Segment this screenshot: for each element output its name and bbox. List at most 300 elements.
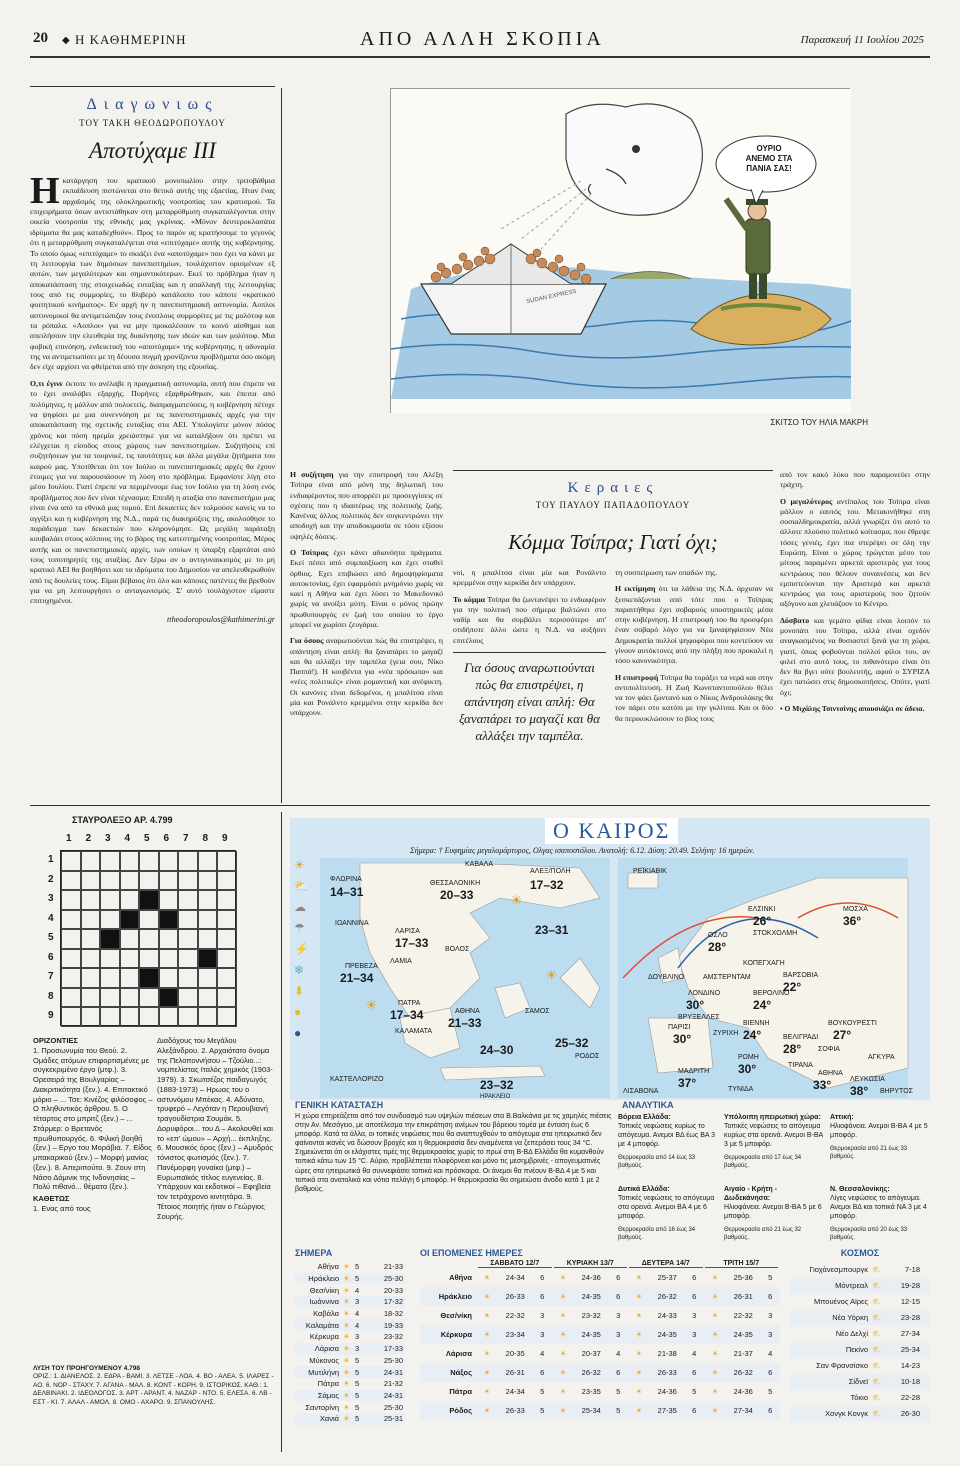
crossword-col-number: 6 [163, 833, 170, 844]
crossword-cell[interactable] [139, 949, 159, 969]
city-temp: 38° [850, 1084, 869, 1098]
temperature-range: 24-36 [581, 1273, 601, 1282]
city-label: ΤΙΡΑΝΑ [788, 1062, 813, 1069]
city-label: ΑΛΕΞ/ΠΟΛΗ [530, 868, 571, 875]
cartoon-drawing [391, 89, 851, 414]
forecast-cell [628, 1349, 704, 1358]
wind-force: 5 [355, 1379, 360, 1389]
wind-force: 3 [540, 1330, 545, 1339]
city-temp: 28° [783, 1042, 802, 1056]
wind-force: 5 [616, 1387, 621, 1396]
temperature-range: 25-37 [657, 1273, 677, 1282]
city-label: ΒΗΡΥΤΟΣ [880, 1088, 913, 1095]
crossword-cell[interactable] [61, 910, 81, 930]
wind-force: 5 [355, 1390, 360, 1400]
city-name: Αθήνα [317, 1262, 339, 1272]
city-name: Ιωάννινα [309, 1297, 339, 1307]
crossword-cell[interactable] [198, 851, 218, 871]
header-rule [30, 56, 930, 58]
temperature-range: 23-32 [383, 1332, 403, 1342]
city-temp: 24° [753, 998, 772, 1012]
city-name: Κέρκυρα [440, 1330, 472, 1339]
paragraph: και γεμάτο φίδια είναι λοιπόν το μονοπάτι του Τσίπρα, αλλά είναι οχεδόν αναγκασμένος να θυσιαστεί ξανά για τη χώρα, γιατί, όπως φοβούνται πολλοί φίλοι του, αν φιλεί στο αυτό τους, το πιθανότερο είναι ότι δεν θα βγει ούτε βουλευτής, αφού ο ΣΥΡΙΖΑ έχει πατώσει στις δημοσκοπήσεις. Οπότε, γιατί όχι; [780, 615, 930, 697]
weather-box [290, 818, 930, 1100]
crossword-cell[interactable] [120, 890, 140, 910]
temperature-range: 24-36 [657, 1387, 677, 1396]
wind-force: 4 [355, 1309, 360, 1319]
region-name: Ν. Θεσσαλονίκης: [830, 1186, 890, 1193]
crossword-cell[interactable] [217, 949, 237, 969]
down-clues-cont: Διαδόχους του Μεγάλου Αλεξάνδρου. 2. Αρχαιότατο όνομα της Πελοποννήσου – Τζούλιο...: νομπελίστας Ιταλός χημικός (1903-1979). 3. Σκωτσέζος παιδαγωγός (1883-1973) – Ηρωας του ο αστυνόμου Μπέκας. 4. Αδύνατο, τρυφερό – Λεγόταν η Περουβιανή τραγουδίστρια Σουμάκ. 5. Δορυφόροι... του Δ – Ακολουθεί και το «επ' ώμου» – Αρχή... έκπληξης. 6. Μουσικός όρος (ξεν.) – Αμυδρός τόνιστος φωτισμός (ξεν.). 7. Πανέμορφη γυναίκα (μτφ.) – Ευρωπαϊκός τίτλος ευγενείας. 8. Υπάρχουν και εκδοτικοί – Εφηβεία τον τετράχρονο κιντητάρα. 9. Τέτοιος ποιητής ήταν ο Γεώργιος Σουρής. [157, 1036, 274, 1221]
paragraph-lead: Ο μεγαλύτερος [780, 496, 833, 506]
partly-cloudy-icon: ⛅ [872, 1408, 882, 1418]
crossword-cell[interactable] [198, 929, 218, 949]
article-column-3 [453, 568, 606, 652]
temperature-range: 12-15 [900, 1296, 920, 1306]
crossword-cell[interactable] [178, 968, 198, 988]
crossword-cell[interactable] [198, 1007, 218, 1027]
crossword-cell[interactable] [217, 851, 237, 871]
crossword-cell[interactable] [100, 890, 120, 910]
city-label: ΛΑΡΙΣΑ [395, 928, 420, 935]
world-heading: ΚΟΣΜΟΣ [840, 1248, 880, 1258]
wind-force: 6 [616, 1273, 621, 1282]
forecast-cell [704, 1311, 780, 1320]
region-text: Τοπικές νεφώσεις το απόγευμα κυρίως στα ορεινά. Ανεμοι Β-ΒΑ 3 με 5 μποφόρ. [724, 1123, 823, 1149]
column-kicker: Διαγωνιως [86, 96, 219, 113]
sun-icon: ☀ [635, 1292, 643, 1301]
city-label: ΑΓΚΥΡΑ [868, 1054, 895, 1061]
forecast-cell [704, 1292, 780, 1301]
crossword-cell[interactable] [139, 851, 159, 871]
crossword-cell[interactable] [178, 910, 198, 930]
city-label: ΚΑΣΤΕΛΛΟΡΙΖΟ [330, 1076, 384, 1083]
city-name: Μύκονος [309, 1355, 339, 1365]
paragraph-lead: Το κόμμα [453, 594, 486, 604]
sun-icon: ☀ [711, 1330, 719, 1339]
city-temp: 22° [783, 980, 802, 994]
crossword-cell[interactable] [217, 871, 237, 891]
city-temp: 17–32 [530, 878, 564, 892]
paragraph-lead: Για όσους [290, 636, 324, 646]
sun-icon: ☀ [559, 1368, 567, 1377]
region-name: Βόρεια Ελλάδα: [618, 1114, 671, 1121]
sun-icon: ☀ [559, 1349, 567, 1358]
crossword-cell[interactable] [120, 968, 140, 988]
temperature-range: 24-33 [657, 1311, 677, 1320]
sun-icon: ☀ [711, 1349, 719, 1358]
sun-icon: ☀ [343, 1274, 350, 1284]
today-rows [295, 1261, 405, 1425]
wind-force: 3 [355, 1332, 360, 1342]
crossword-cell[interactable] [61, 949, 81, 969]
city-label: ΒΙΕΝΝΗ [743, 1020, 770, 1027]
crossword-cell[interactable] [120, 988, 140, 1008]
paragraph: κατάργηση του κρατικού μονοπωλίου στην τριτοβάθμια εκπαίδευση πιστώνεται στο θετικό αυτής της εξαετίας. Ηταν ένας αρχαϊσμός της ολοκληρωτικής νοοτροπίας του κρατισμού. Τα επιχειρήματα όσων αντιστάθηκαν στη μεταρρύθμιση συγκαταλέγονται στην οικεία νοοτροπία της εθνικής μας γκρίνιας. «Μόνον δευτεροκλασάτα ιδρύματα θα μας καταδεχθούν». Προς το παρόν ας κρατήσουμε το γεγονός ότι η μεταρρύθμιση συγκαταλέγεται στα «επιτύχαμε» αυτής της κυβέρνησης. Το οποίο όμως «επιτύχαμε» το σκιάζει ένα «αποτύχαμε» που έχει να κάνει με τη λειτουργία των δημόσιων πανεπιστημίων, τουλάχιστον ορισμένων εξ αυτών, των μεγαλύτερων και σημαντικότερων. Εκεί το πρόβλημα ήταν η αποκατάσταση της στοιχειωδώς ευταξίας και η απαλλαγή της λειτουργίας τους από τις συμμορίες, το θλιβερό κατάλοιπο του κάποτε «κρατικού φοιτητικού κινήματος». Εν αρχή ην η πανεπιστημιακή αστυνομία. Αοπλοι αστυνομικοί θα αντιμετώπιζαν τους ένοπλους συμμορίτες με τις μολότοφ και τα ρόπαλα. «Αοπλοι» για να μην προκαλέσουν το κοινό αίσθημα και απειλήσουν την ελευθερία της διακίνησης των ιδεών και των μολότοφ. Μια φοβική επινόηση, ενδεικτική του «αποτύχαμε» της κυβέρνησης, η αδυναμία της να αντιμετωπίσει με τη δέουσα πυγμή χρονίζοντα προβλήματα όσο ακόμη δεν είχε αρχίσει να φθείρεται από την άσκηση της εξουσίας. [30, 176, 275, 372]
crossword-cell[interactable] [81, 890, 101, 910]
crossword-cell[interactable] [178, 988, 198, 1008]
next-days-table [420, 1248, 780, 1420]
down-clues: 1. Ενας από τους [33, 1203, 91, 1213]
temperature-range: 26-31 [505, 1368, 525, 1377]
region-card [830, 1185, 930, 1255]
temperature-range: 24-35 [733, 1330, 753, 1339]
crossword-cell[interactable] [198, 968, 218, 988]
today-row [295, 1284, 405, 1296]
temperature-range: 25-36 [733, 1273, 753, 1282]
crossword-cell[interactable] [217, 890, 237, 910]
crossword-cell[interactable] [61, 968, 81, 988]
city-temp: 23–31 [535, 923, 569, 937]
wind-force: 4 [355, 1320, 360, 1330]
city-temp: 25–32 [555, 1036, 589, 1050]
column-author: ΤΟΥ ΤΑΚΗ ΘΕΟΔΩΡΟΠΟΥΛΟΥ [79, 118, 226, 128]
city-name: Ηράκλειο [308, 1274, 339, 1284]
crossword-cell[interactable] [178, 949, 198, 969]
forecast-cell [628, 1311, 704, 1320]
wind-force: 6 [692, 1368, 697, 1377]
partly-cloudy-icon: ⛅ [872, 1360, 882, 1370]
region-temp: Θερμοκρασία από 14 έως 33 βαθμούς. [618, 1155, 696, 1170]
sun-icon: ☀ [559, 1406, 567, 1415]
crossword-cell[interactable] [159, 851, 179, 871]
greece-map [320, 858, 610, 1098]
crossword-row-number: 8 [48, 990, 54, 1002]
wind-force: 3 [355, 1297, 360, 1307]
snow-icon: ❄ [294, 963, 305, 977]
temperature-range: 21-33 [383, 1262, 403, 1272]
forecast-cell [476, 1368, 552, 1377]
temperature-range: 24-31 [383, 1367, 403, 1377]
today-row [295, 1413, 405, 1425]
world-row [790, 1341, 930, 1357]
crossword-cell[interactable] [139, 910, 159, 930]
city-temp: 21–33 [448, 1016, 482, 1030]
temperature-range: 25-30 [383, 1402, 403, 1412]
today-row [295, 1308, 405, 1320]
wind-force: 3 [692, 1330, 697, 1339]
city-name: Σάμος [317, 1390, 339, 1400]
today-table [295, 1248, 405, 1425]
crossword-row-number: 4 [48, 912, 54, 924]
sun-icon: ☀ [483, 1292, 491, 1301]
crossword-cell[interactable] [61, 871, 81, 891]
crossword-col-number: 1 [66, 833, 72, 844]
across-clues: 1. Προσωνυμία του Θεού. 2. Ομάδες ατόμων επιφορτισμένες με συγκεκριμένο έργο (μτφ.). 3. Ορεσειρά της Βουλγαρίας – Διακριτικότητα (ξεν.). 4. Επιτακτικό μόριο – ... Τσε: Κινέζος φιλόσοφος – Ο πληθυντικός άρθρου. 5. Ο τέταρτος στο μπριτζ (ξεν.) – ... Στάρμερ: ο Βρετανός πρωθυπουργός. 6. Φιλική βοηθή (ξεν.) – Εργο του Μοράβια. 7. Είδος μπακαρικού (ξεν.) – Μορφή μανίας (ξεν.). 8. Απεριπούτο. 9. Ζουν στη Νάσο Δόμινικ της Ινδονησίας – Πολύ πιθανό... θέματα (ξεν.). [33, 1045, 153, 1192]
crossword-cell[interactable] [81, 929, 101, 949]
crossword-row-number: 9 [48, 1010, 54, 1021]
crossword-cell[interactable] [120, 929, 140, 949]
crossword-row-number: 6 [48, 951, 54, 963]
crossword-cell[interactable] [178, 851, 198, 871]
crossword-cell[interactable] [178, 890, 198, 910]
crossword-cell[interactable] [81, 871, 101, 891]
forecast-cell [628, 1292, 704, 1301]
partly-cloudy-icon: ⛅ [872, 1312, 882, 1322]
crossword-cell[interactable] [81, 910, 101, 930]
forecast-row [420, 1401, 780, 1420]
temperature-range: 26-32 [581, 1368, 601, 1377]
paragraph: Τσίπρα θα ζωντανέψει το ενδιαφέρον για την πολιτική που σήμερα βαλτώνει στο ναδίρ και θα συμβάλει περισσότερο απ' οτιδήποτε άλλο ώστε η Ν.Δ. να αυξήσει επιτέλους [453, 594, 606, 645]
crossword-solution [33, 1365, 278, 1407]
crossword-cell[interactable] [217, 1007, 237, 1027]
crossword-cell[interactable] [100, 968, 120, 988]
crossword-cell[interactable] [139, 1007, 159, 1027]
forecast-cell [552, 1311, 628, 1320]
city-name: Χονγκ Κονγκ [825, 1408, 868, 1418]
sun-icon: ☀ [711, 1292, 719, 1301]
crossword-cell[interactable] [139, 988, 159, 1008]
crossword-cell[interactable] [178, 1007, 198, 1027]
crossword-cell[interactable] [81, 851, 101, 871]
crossword-cell[interactable] [81, 988, 101, 1008]
crossword-cell[interactable] [61, 929, 81, 949]
forecast-row [420, 1382, 780, 1401]
temperature-range: 10-18 [900, 1376, 920, 1386]
sun-dot-icon: ● [294, 1005, 302, 1019]
city-label: ΙΩΑΝΝΙΝΑ [335, 920, 369, 927]
crossword-cell[interactable] [120, 851, 140, 871]
region-card [618, 1185, 718, 1255]
speech-balloon [729, 144, 809, 174]
city-label: ΤΥΝΙΔΑ [728, 1086, 754, 1093]
column-rule [453, 470, 773, 471]
crossword-grid[interactable] [60, 850, 236, 1026]
crossword-row-number: 2 [48, 873, 54, 885]
city-label: ΡΩΜΗ [738, 1054, 759, 1061]
across-heading: ΟΡΙΖΟΝΤΙΕΣ [33, 1036, 78, 1045]
city-name: Σαν Φρανσίσκο [816, 1360, 868, 1370]
temperature-range: 23-35 [581, 1387, 601, 1396]
city-name: Ηράκλειο [438, 1292, 472, 1301]
wind-force: 6 [768, 1406, 773, 1415]
crossword-clues-left [33, 1036, 153, 1214]
city-name: Κέρκυρα [309, 1332, 339, 1342]
wind-force: 4 [616, 1349, 621, 1358]
city-temp: 21–34 [340, 971, 374, 985]
crossword-cell[interactable] [81, 1007, 101, 1027]
crossword-cell[interactable] [120, 949, 140, 969]
paragraph: τη συσπείρωση των οπαδών της. [615, 568, 718, 577]
forecast-cell [476, 1349, 552, 1358]
regions-grid [618, 1113, 930, 1255]
city-name: Μπουένος Αϊρες [813, 1296, 868, 1306]
temperature-range: 27-34 [733, 1406, 753, 1415]
crossword-cell[interactable] [217, 910, 237, 930]
crossword-cell [159, 988, 179, 1008]
city-name: Νέο Δελχί [835, 1328, 868, 1338]
forecast-cell [628, 1387, 704, 1396]
world-row [790, 1277, 930, 1293]
wind-force: 6 [692, 1406, 697, 1415]
crossword-row-number: 1 [48, 854, 54, 865]
forecast-row [420, 1306, 780, 1325]
region-text: Τοπικές νεφώσεις κυρίως το απόγευμα. Ανεμοι ΒΔ έως ΒΑ 3 με 4 μποφόρ. [618, 1123, 715, 1149]
crossword-cell[interactable] [139, 929, 159, 949]
city-name: Πάτρα [449, 1387, 472, 1396]
wind-force: 6 [692, 1292, 697, 1301]
crossword-cell[interactable] [81, 968, 101, 988]
wind-force: 3 [355, 1344, 360, 1354]
wind-force: 6 [768, 1368, 773, 1377]
crossword-cell[interactable] [198, 890, 218, 910]
crossword-cell[interactable] [139, 871, 159, 891]
forecast-cell [628, 1330, 704, 1339]
crossword-cell[interactable] [159, 929, 179, 949]
wind-force: 6 [768, 1292, 773, 1301]
temperature-range: 25-30 [383, 1274, 403, 1284]
crossword-cell[interactable] [198, 988, 218, 1008]
crossword-cell[interactable] [159, 890, 179, 910]
city-label: ΚΑΒΑΛΑ [465, 861, 494, 868]
city-label: ΡΟΔΟΣ [575, 1053, 600, 1060]
column-kicker: Κεραιες [567, 480, 659, 496]
weather-title: Ο ΚΑΙΡΟΣ [545, 818, 678, 844]
crossword-cell[interactable] [159, 968, 179, 988]
regional-heading: ΑΝΑΛΥΤΙΚΑ [622, 1100, 674, 1110]
city-label: ΣΤΟΚΧΟΛΜΗ [753, 930, 798, 937]
forecast-cell [476, 1273, 552, 1282]
sun-icon: ☀ [711, 1368, 719, 1377]
crossword-cell[interactable] [217, 929, 237, 949]
author-absence-note: • Ο Μιχάλης Τσιντσίνης απουσιάζει σε άδεια. [780, 703, 925, 713]
partly-cloudy-icon: ⛅ [872, 1376, 882, 1386]
city-label: ΒΟΥΚΟΥΡΕΣΤΙ [828, 1020, 877, 1027]
temperature-range: 25-34 [900, 1344, 920, 1354]
today-row [295, 1331, 405, 1343]
forecast-cell [476, 1292, 552, 1301]
article-column-4 [615, 568, 773, 730]
region-temp: Θερμοκρασία από 21 έως 33 βαθμούς. [830, 1146, 908, 1161]
crossword-cell[interactable] [100, 851, 120, 871]
paragraph: για την επιστροφή του Αλέξη Τσίπρα είναι από μόνη της δηλωτική του ενδιαφέροντος που απορρέει με προσεγγίσεις σε σχέσεις που η ιδιαιτέρως της πολιτικής ζωής. Κανένας άλλος πολιτικός δεν συγκεντρώνει την αποδοχή και την αποδοκιμασία σε τόσο εξίσου υψηλές δόσεις. [290, 470, 443, 541]
crossword-cell[interactable] [159, 871, 179, 891]
city-label: ΛΟΝΔΙΝΟ [688, 990, 721, 997]
today-row [295, 1355, 405, 1367]
article-column-2 [290, 470, 443, 724]
world-row [790, 1389, 930, 1405]
sun-icon: ☀ [635, 1387, 643, 1396]
temperature-range: 26-33 [505, 1406, 525, 1415]
crossword-cell[interactable] [178, 929, 198, 949]
crossword-cell[interactable] [61, 890, 81, 910]
region-name: Αιγαίο - Κρήτη - Δωδεκάνησα: [724, 1186, 777, 1203]
city-temp: 20–33 [440, 888, 474, 902]
city-label: ΔΟΥΒΛΙΝΟ [648, 974, 685, 981]
crossword-cell[interactable] [100, 871, 120, 891]
city-name: Τόκιο [850, 1392, 868, 1402]
crossword-cell[interactable] [178, 871, 198, 891]
crossword-cell[interactable] [159, 949, 179, 969]
paragraph: ότι τα λάθεια της Ν.Δ. άρχισαν να ξεσκεπάζονται από τότε που ο Τσίπρας παραιτήθηκε έχει σοβαρούς υποστηρικτές μέσα στην κυβέρνηση. Η επιστροφή του θα προσφέρει έναν σοβαρό λόγο για να ξαναψηφίσουν Νέα Δημοκρατία πολλοί ψηφοφόροι που κοντεύουν να γίνουν αυτόκτονες από την πλήξη που προκαλεί η τόσο κανονικότητα. [615, 584, 773, 666]
city-temp: 27° [833, 1028, 852, 1042]
crossword-cell[interactable] [100, 910, 120, 930]
wind-force: 3 [692, 1311, 697, 1320]
city-label: ΜΟΣΧΑ [843, 906, 868, 913]
crossword-cell[interactable] [217, 988, 237, 1008]
column-rule [30, 86, 275, 87]
crossword-cell[interactable] [198, 910, 218, 930]
city-label: ΖΥΡΙΧΗ [713, 1030, 739, 1037]
sun-icon: ☀ [343, 1309, 350, 1319]
world-row [790, 1325, 930, 1341]
region-text: Τοπικές νεφώσεις το απόγευμα στα ορεινά. Ανεμοι ΒΑ 4 με 6 μποφόρ. [618, 1195, 715, 1221]
sun-icon: ☀ [343, 1285, 350, 1295]
temperature-range: 23-32 [581, 1311, 601, 1320]
city-label: ΗΡΑΚΛΕΙΟ [480, 1094, 511, 1100]
wind-force: 3 [616, 1330, 621, 1339]
temperature-range: 22-32 [505, 1311, 525, 1320]
wind-force: 6 [540, 1273, 545, 1282]
temperature-range: 26-31 [733, 1292, 753, 1301]
crossword-cell[interactable] [61, 1007, 81, 1027]
forecast-cell [552, 1330, 628, 1339]
author-email[interactable]: ttheodoropoulos@kathimerini.gr [167, 614, 275, 624]
crossword-cell[interactable] [100, 1007, 120, 1027]
city-temp: 17–34 [390, 1008, 424, 1022]
crossword-cell[interactable] [159, 1007, 179, 1027]
crossword-cell[interactable] [100, 949, 120, 969]
page-date: Παρασκευή 11 Ιουλίου 2025 [800, 34, 924, 46]
city-label: ΚΑΛΑΜΑΤΑ [395, 1028, 433, 1035]
wind-force: 4 [355, 1285, 360, 1295]
region-name: Δυτικά Ελλάδα: [618, 1186, 670, 1193]
crossword-row-number: 7 [48, 971, 54, 982]
crossword-cell[interactable] [120, 1007, 140, 1027]
temperature-range: 20-35 [505, 1349, 525, 1358]
city-name: Καλαμάτα [305, 1320, 339, 1330]
forecast-cell [552, 1292, 628, 1301]
crossword-cell[interactable] [120, 871, 140, 891]
crossword-cell[interactable] [81, 949, 101, 969]
sun-icon: ☀ [559, 1311, 567, 1320]
forecast-cell [552, 1368, 628, 1377]
temperature-range: 25-30 [383, 1355, 403, 1365]
crossword-title: ΣΤΑΥΡΟΛΕΞΟ ΑΡ. 4.799 [72, 815, 173, 825]
boat-label: SUDAN EXPRESS [525, 288, 578, 306]
cartoon-caption: ΣΚΙΤΣΟ ΤΟΥ ΗΛΙΑ ΜΑΚΡΗ [770, 418, 868, 427]
crossword-cell[interactable] [198, 871, 218, 891]
city-label: ΒΑΡΣΟΒΙΑ [783, 972, 819, 979]
temperature-range: 24-34 [505, 1387, 525, 1396]
paragraph-lead: Η εκτίμηση [615, 584, 656, 594]
storm-icon: ⚡ [294, 942, 309, 956]
forecast-row [420, 1287, 780, 1306]
partly-cloudy-icon: ⛅ [872, 1264, 882, 1274]
today-row [295, 1401, 405, 1413]
sun-icon: ☀ [483, 1273, 491, 1282]
forecast-cell [476, 1387, 552, 1396]
crossword-cell[interactable] [217, 968, 237, 988]
sun-icon: ☀ [635, 1349, 643, 1358]
crossword-cell[interactable] [100, 988, 120, 1008]
temperature-range: 22-28 [900, 1392, 920, 1402]
paragraph: έχει κάνει αδιανόητα πράγματα. Εκεί πέσει από συμπαιξίωση και έχει σταθεί όρθιος. Εχει επιβιώσει από δημοψηφίσματα αυτοκτονίας, έχει εφαρμόσει μνημόνιο χωρίς να καεί η Αθήνα και έχει λύσει το Μακεδονικό χωρίς να ανοίξει μύτη. Είναι ο μόνος πρώην πρωθυπουργός εν ζωή του οποίου το έργο μπορεί να χωρίσει ζευγάρια. [290, 547, 443, 629]
city-name: Μόντρεαλ [835, 1280, 868, 1290]
general-weather [295, 1100, 615, 1194]
city-temp: 28° [708, 940, 727, 954]
wind-force: 6 [540, 1292, 545, 1301]
city-label: ΡΕΪΚΙΑΒΙΚ [633, 868, 667, 875]
partly-cloudy-icon: ⛅ [872, 1392, 882, 1402]
crossword-cell[interactable] [61, 988, 81, 1008]
wind-force: 5 [355, 1274, 360, 1284]
crossword-cell[interactable] [61, 851, 81, 871]
temperature-range: 17-33 [383, 1344, 403, 1354]
city-label: ΛΕΥΚΩΣΙΑ [850, 1076, 885, 1083]
crossword-clues-right [157, 1036, 277, 1221]
crossword-cell [139, 968, 159, 988]
